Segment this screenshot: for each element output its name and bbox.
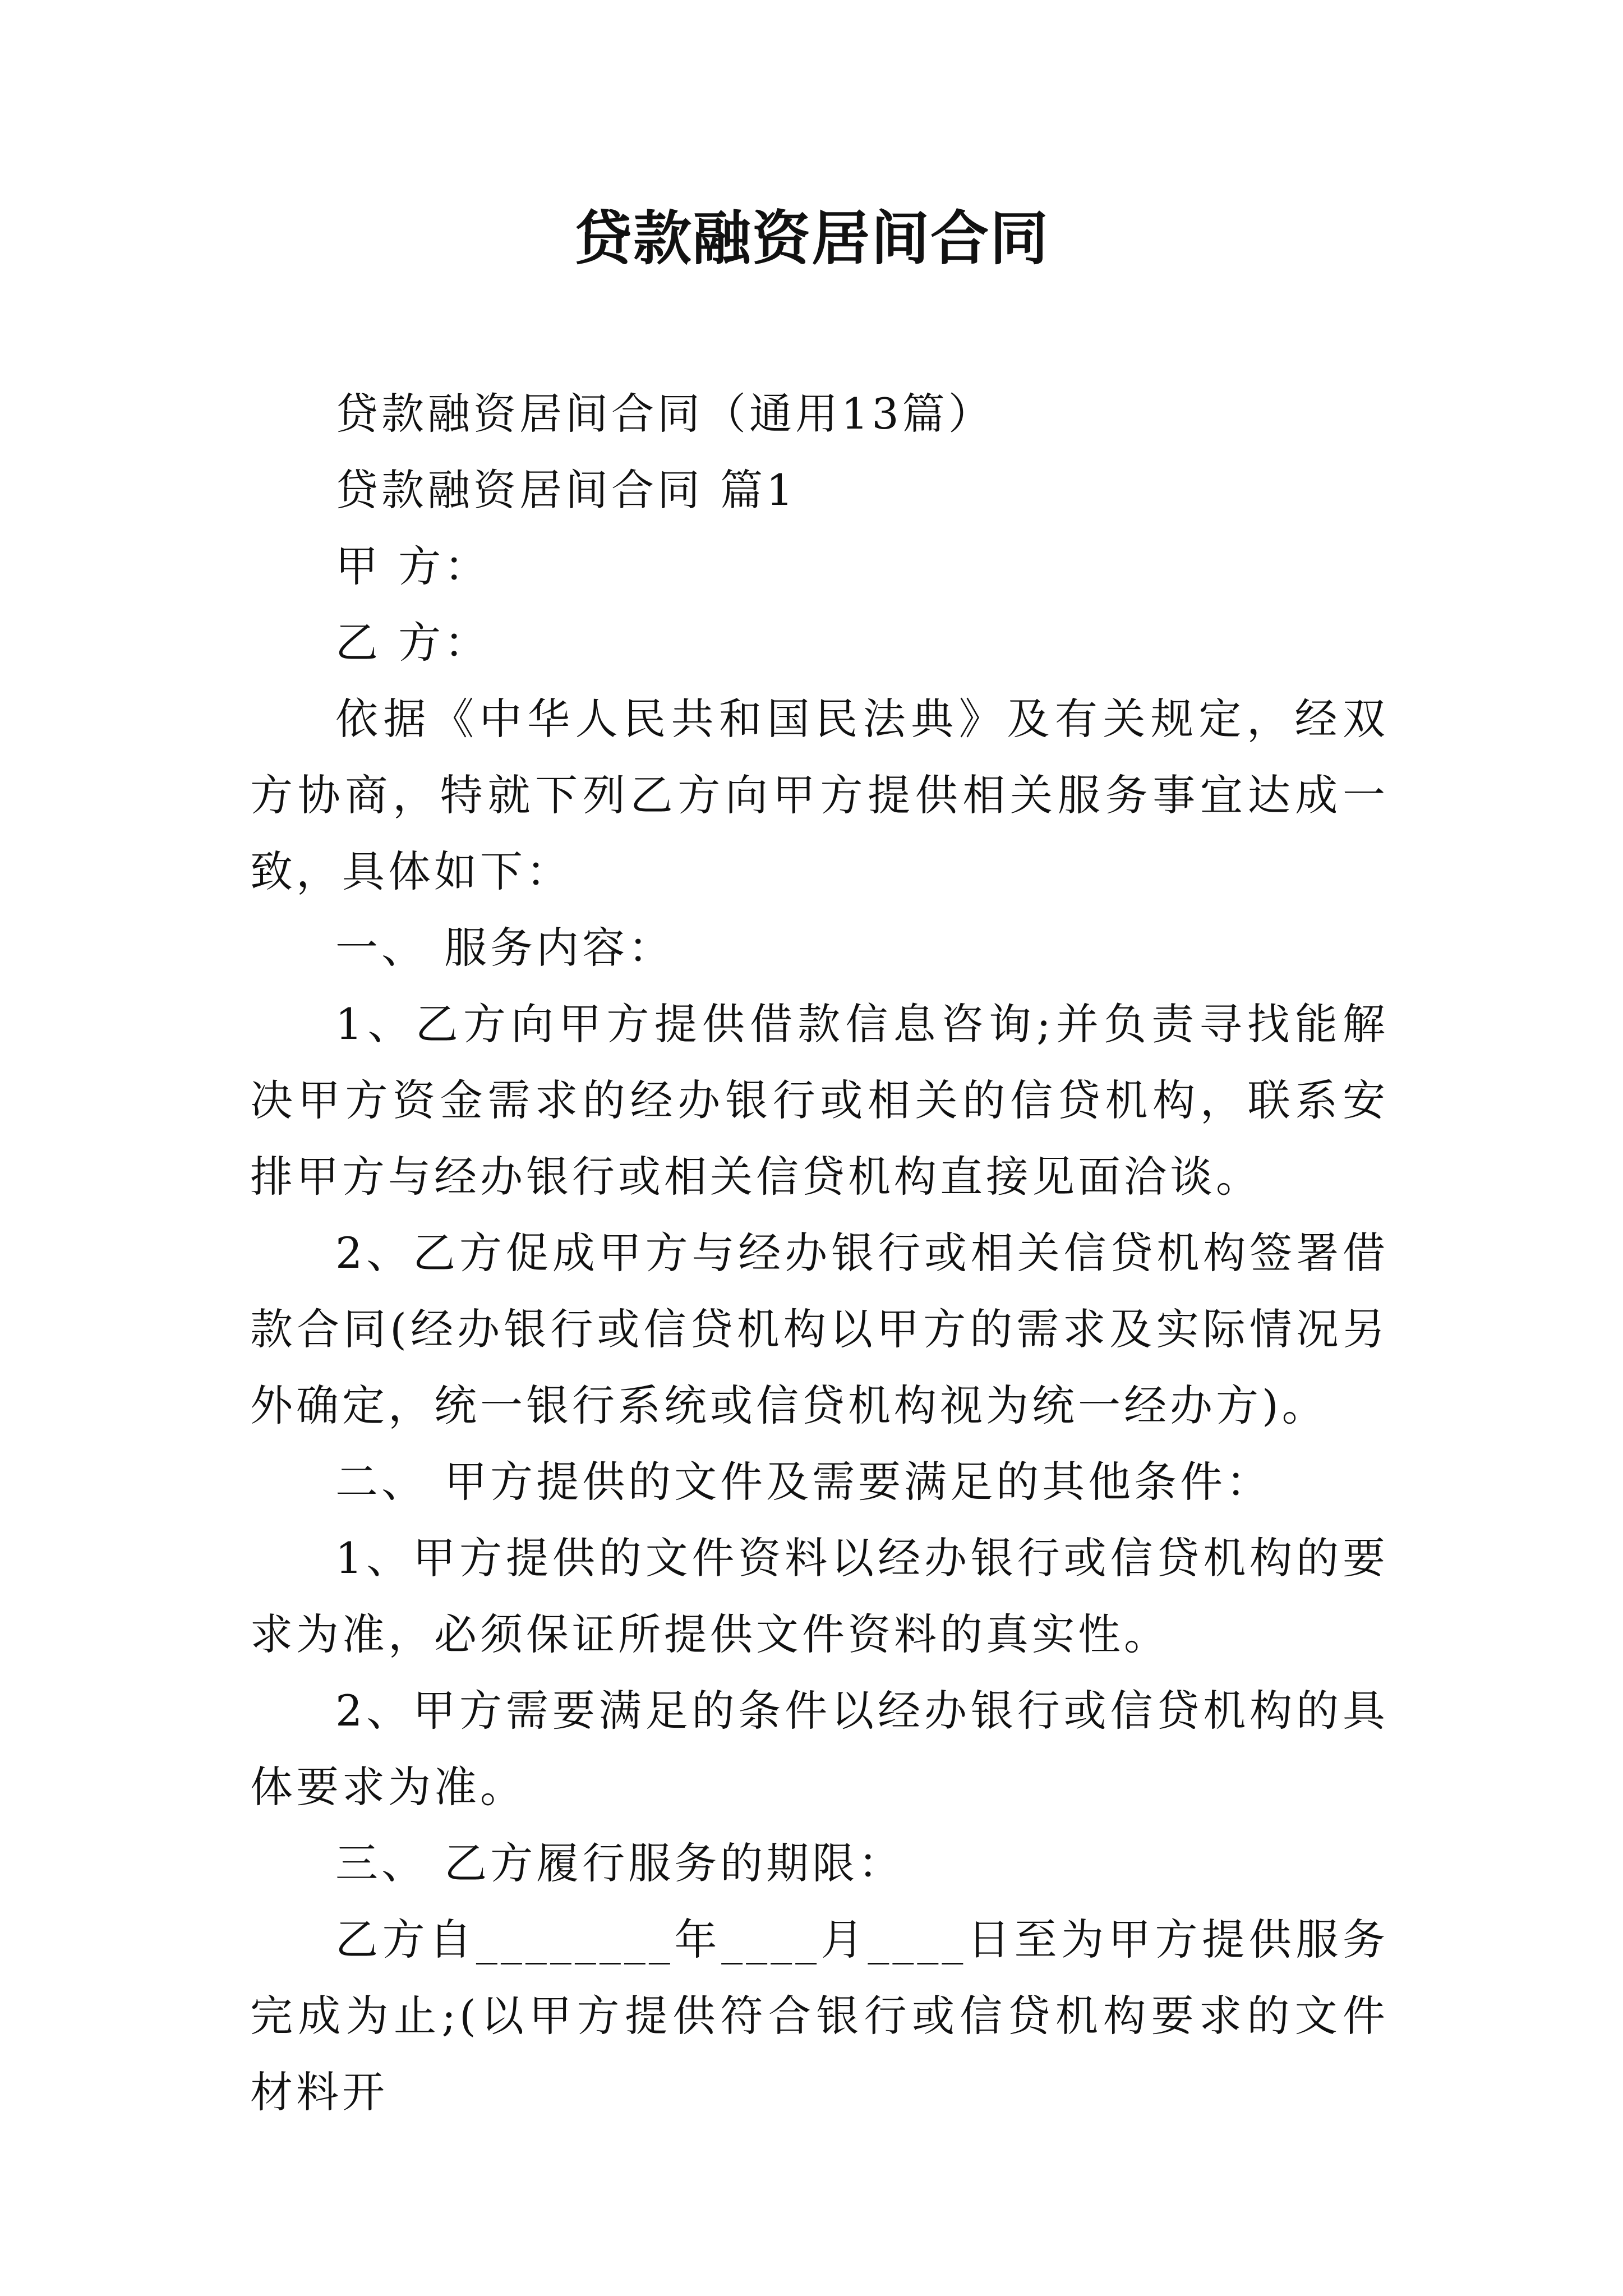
document-title: 贷款融资居间合同: [573, 204, 1049, 273]
paragraph-clause-3-heading: 三、 乙方履行服务的期限：: [335, 1838, 905, 1888]
paragraph-clause-2-item-1: 1、甲方提供的文件资料以经办银行或信贷机构的要求为准，必须保证所提供文件资料的真实性。: [250, 1533, 1389, 1659]
paragraph-clause-1-item-1: 1、乙方向甲方提供借款信息咨询;并负责寻找能解决甲方资金需求的经办银行或相关的信贷机构，联系安排甲方与经办银行或相关信贷机构直接见面洽谈。: [250, 999, 1389, 1202]
paragraph-clause-2-heading: 二、 甲方提供的文件及需要满足的其他条件：: [335, 1457, 1272, 1507]
paragraph-section-heading: 贷款融资居间合同 篇1: [335, 465, 797, 515]
paragraph-preamble: 依据《中华人民共和国民法典》及有关规定，经双方协商，特就下列乙方向甲方提供相关服务事宜达成一致，具体如下：: [250, 694, 1389, 896]
paragraph-party-b: 乙 方：: [335, 618, 491, 668]
document-body: [250, 376, 1389, 2131]
paragraph-subtitle: 贷款融资居间合同（通用13篇）: [335, 389, 994, 439]
paragraph-clause-2-item-2: 2、甲方需要满足的条件以经办银行或信贷机构的具体要求为准。: [250, 1686, 1389, 1812]
paragraph-clause-3-item-1: 乙方自________年____月____日至为甲方提供服务完成为止;(以甲方提供符合银行或信贷机构要求的文件材料开: [250, 1915, 1389, 2117]
paragraph-clause-1-heading: 一、 服务内容：: [335, 923, 675, 973]
paragraph-party-a: 甲 方：: [335, 541, 491, 591]
paragraph-clause-1-item-2: 2、乙方促成甲方与经办银行或相关信贷机构签署借款合同(经办银行或信贷机构以甲方的需求及实际情况另外确定，统一银行系统或信贷机构视为统一经办方)。: [250, 1228, 1389, 1430]
